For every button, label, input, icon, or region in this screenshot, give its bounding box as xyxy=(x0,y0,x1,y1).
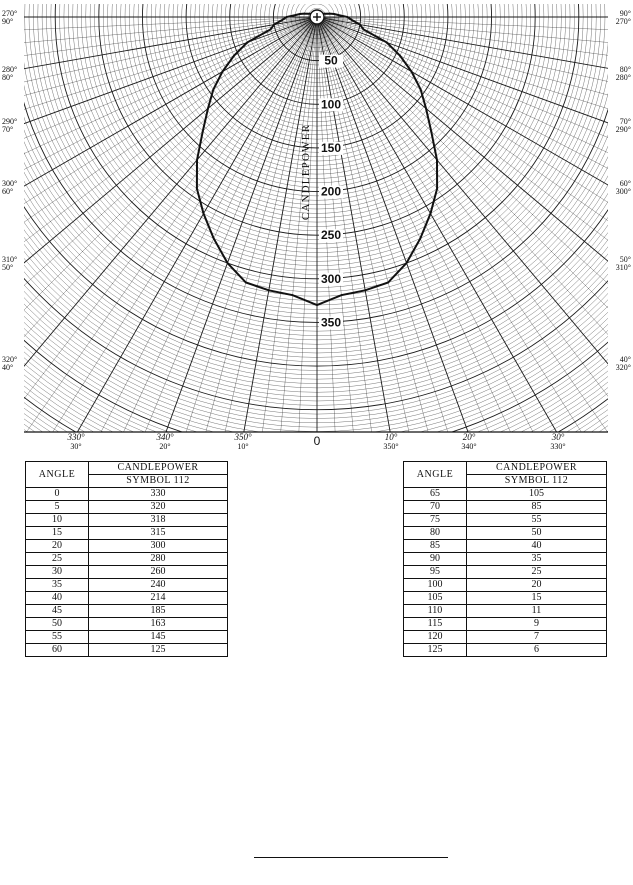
data-point xyxy=(213,238,215,240)
candlepower-cell: 20 xyxy=(467,579,607,592)
minor-spoke xyxy=(320,17,633,95)
candlepower-cell: 330 xyxy=(89,488,228,501)
candlepower-cell: 6 xyxy=(467,644,607,657)
data-point xyxy=(281,19,283,21)
table-row xyxy=(26,540,228,553)
table-row xyxy=(404,540,607,553)
angle-label-bottom: 60° xyxy=(2,187,14,196)
candlepower-cell: 125 xyxy=(89,644,228,657)
major-spoke xyxy=(0,19,314,456)
data-point xyxy=(364,289,366,291)
angle-label-top: 30° xyxy=(551,432,565,442)
angle-cell: 20 xyxy=(26,540,89,553)
table-row xyxy=(404,644,607,657)
angle-cell: 40 xyxy=(26,592,89,605)
candlepower-cell: 320 xyxy=(89,501,228,514)
angle-cell: 125 xyxy=(404,644,467,657)
data-point xyxy=(233,55,235,57)
angle-label-bottom: 340° xyxy=(461,442,477,451)
candlepower-cell: 11 xyxy=(467,605,607,618)
candlepower-cell: 7 xyxy=(467,631,607,644)
angle-label-bottom: 280° xyxy=(615,73,631,82)
angle-label-bottom: 40° xyxy=(2,363,14,372)
radial-tick-label: 250 xyxy=(320,228,342,243)
data-point xyxy=(333,13,335,15)
table-row xyxy=(404,605,607,618)
minor-spoke xyxy=(0,18,314,212)
major-spoke xyxy=(319,19,633,455)
angle-label-bottom: 20° xyxy=(159,442,171,451)
table-row xyxy=(26,579,228,592)
table-row xyxy=(404,631,607,644)
candlepower-cell: 315 xyxy=(89,527,228,540)
minor-ring xyxy=(0,0,633,432)
data-point xyxy=(286,16,288,18)
angle-cell: 75 xyxy=(404,514,467,527)
angle-cell: 120 xyxy=(404,631,467,644)
table-row xyxy=(404,579,607,592)
data-point xyxy=(387,282,389,284)
data-point xyxy=(340,294,342,296)
candlepower-cell: 145 xyxy=(89,631,228,644)
minor-spoke xyxy=(0,19,314,455)
angle-cell: 60 xyxy=(26,644,89,657)
angle-cell: 105 xyxy=(404,592,467,605)
data-point xyxy=(436,188,438,190)
radial-tick-label: 150 xyxy=(320,140,342,155)
candlepower-cell: 300 xyxy=(89,540,228,553)
minor-spoke xyxy=(319,19,633,455)
angle-labels xyxy=(2,9,631,451)
data-point xyxy=(316,304,318,306)
angle-cell: 0 xyxy=(26,488,89,501)
angle-cell: 115 xyxy=(404,618,467,631)
minor-ring xyxy=(0,0,633,353)
minor-ring xyxy=(0,0,633,340)
angle-label-top: 50° xyxy=(619,255,631,264)
angle-label-bottom: 300° xyxy=(615,187,631,196)
data-point xyxy=(203,213,205,215)
minor-spoke xyxy=(320,19,633,455)
major-spoke xyxy=(0,18,314,325)
table-row xyxy=(26,618,228,631)
candlepower-cell: 163 xyxy=(89,618,228,631)
candlepower-header: CANDLEPOWER xyxy=(89,462,228,475)
candlepower-cell: 260 xyxy=(89,566,228,579)
minor-spoke xyxy=(320,17,633,56)
data-point xyxy=(222,71,224,73)
angle-label-top: 280° xyxy=(2,65,18,74)
angle-label-bottom: 30° xyxy=(70,442,82,451)
candlepower-cell: 280 xyxy=(89,553,228,566)
angle-label-bottom: 80° xyxy=(2,73,14,82)
table-row xyxy=(404,553,607,566)
angle-label-top: 90° xyxy=(619,9,631,18)
data-point xyxy=(307,13,309,15)
data-point xyxy=(347,16,349,18)
minor-ring xyxy=(0,0,633,392)
angle-cell: 50 xyxy=(26,618,89,631)
data-point xyxy=(430,213,432,215)
candlepower-cell: 318 xyxy=(89,514,228,527)
major-spoke xyxy=(0,19,315,455)
table-row xyxy=(404,566,607,579)
major-spoke xyxy=(320,19,633,456)
minor-spoke xyxy=(0,20,316,455)
minor-spoke xyxy=(0,19,315,455)
candlepower-cell: 25 xyxy=(467,566,607,579)
angle-cell: 100 xyxy=(404,579,467,592)
table-row xyxy=(26,566,228,579)
data-point xyxy=(420,89,422,91)
angle-label-bottom: 10° xyxy=(237,442,249,451)
data-point xyxy=(436,159,438,161)
angle-label-top: 300° xyxy=(2,179,18,188)
minor-spoke xyxy=(0,20,316,455)
table-row xyxy=(26,631,228,644)
data-point xyxy=(406,262,408,264)
minor-spoke xyxy=(0,19,315,455)
angle-label-bottom: 350° xyxy=(383,442,399,451)
angle-cell: 45 xyxy=(26,605,89,618)
candlepower-cell: 50 xyxy=(467,527,607,540)
angle-cell: 90 xyxy=(404,553,467,566)
data-point xyxy=(325,13,327,15)
table-row xyxy=(404,618,607,631)
minor-ring xyxy=(0,0,633,362)
minor-ring xyxy=(0,0,633,418)
angle-label-top: 350° xyxy=(234,432,252,442)
data-point xyxy=(419,238,421,240)
table-row xyxy=(26,527,228,540)
angle-label-top: 40° xyxy=(619,355,631,364)
data-point xyxy=(196,188,198,190)
radial-tick-label: 100 xyxy=(320,97,342,112)
data-point xyxy=(430,130,432,132)
minor-spoke xyxy=(320,18,633,361)
candlepower-cell: 185 xyxy=(89,605,228,618)
candlepower-table-left xyxy=(25,461,228,657)
data-point xyxy=(411,71,413,73)
minor-spoke xyxy=(318,20,633,455)
angle-label-top: 20° xyxy=(462,432,476,442)
candlepower-cell: 105 xyxy=(467,488,607,501)
data-point xyxy=(359,24,361,26)
angle-cell: 65 xyxy=(404,488,467,501)
angle-header: ANGLE xyxy=(26,462,89,488)
table-row xyxy=(404,514,607,527)
data-point xyxy=(294,14,296,16)
table-row xyxy=(404,501,607,514)
angle-cell: 85 xyxy=(404,540,467,553)
angle-label-top: 310° xyxy=(2,255,18,264)
minor-spoke xyxy=(0,17,314,95)
radial-tick-label: 200 xyxy=(320,184,342,199)
angle-cell: 25 xyxy=(26,553,89,566)
table-row xyxy=(26,592,228,605)
angle-label-bottom: 70° xyxy=(2,125,14,134)
data-point xyxy=(329,13,331,15)
radial-tick-label: 350 xyxy=(320,315,342,330)
angle-label-top: 70° xyxy=(619,117,631,126)
angle-label-zero: 0 xyxy=(313,434,321,448)
data-point xyxy=(245,282,247,284)
data-point xyxy=(268,289,270,291)
minor-spoke xyxy=(318,20,633,455)
data-point xyxy=(273,24,275,26)
minor-spoke xyxy=(0,19,315,455)
candlepower-cell: 35 xyxy=(467,553,607,566)
radial-tick-label: 50 xyxy=(324,53,338,68)
angle-cell: 5 xyxy=(26,501,89,514)
table-row xyxy=(26,488,228,501)
angle-cell: 35 xyxy=(26,579,89,592)
symbol-header: SYMBOL 112 xyxy=(467,475,607,488)
table-row xyxy=(26,553,228,566)
candlepower-cell: 214 xyxy=(89,592,228,605)
table-row xyxy=(404,488,607,501)
angle-cell: 70 xyxy=(404,501,467,514)
data-point xyxy=(299,13,301,15)
angle-label-top: 80° xyxy=(619,65,631,74)
major-ring xyxy=(0,0,633,410)
minor-spoke xyxy=(319,19,633,455)
data-point xyxy=(362,29,364,31)
minor-spoke xyxy=(0,19,315,455)
angle-cell: 30 xyxy=(26,566,89,579)
major-ring xyxy=(0,0,633,366)
angle-cell: 95 xyxy=(404,566,467,579)
symbol-header: SYMBOL 112 xyxy=(89,475,228,488)
angle-cell: 10 xyxy=(26,514,89,527)
data-point xyxy=(212,89,214,91)
data-point xyxy=(351,19,353,21)
angle-label-top: 60° xyxy=(619,179,631,188)
data-point xyxy=(292,294,294,296)
data-point xyxy=(338,14,340,16)
candlepower-table-right xyxy=(403,461,607,657)
minor-ring xyxy=(0,0,633,336)
angle-label-top: 340° xyxy=(156,432,174,442)
minor-spoke xyxy=(0,19,315,455)
angle-label-bottom: 310° xyxy=(615,263,631,272)
angle-label-bottom: 90° xyxy=(2,17,14,26)
angle-label-bottom: 270° xyxy=(615,17,631,26)
candlepower-cell: 85 xyxy=(467,501,607,514)
table-row xyxy=(26,514,228,527)
candlepower-header: CANDLEPOWER xyxy=(467,462,607,475)
candlepower-cell: 40 xyxy=(467,540,607,553)
candlepower-cell: 240 xyxy=(89,579,228,592)
angle-label-top: 320° xyxy=(2,355,18,364)
table-row xyxy=(26,605,228,618)
data-point xyxy=(399,55,401,57)
angle-label-bottom: 50° xyxy=(2,263,14,272)
radial-tick-label: 300 xyxy=(320,271,342,286)
footer-rule xyxy=(254,857,448,858)
radial-axis-label: CANDLEPOWER xyxy=(300,123,312,221)
angle-label-bottom: 320° xyxy=(615,363,631,372)
angle-label-bottom: 290° xyxy=(615,125,631,134)
angle-label-top: 270° xyxy=(2,9,18,18)
data-point xyxy=(425,108,427,110)
data-point xyxy=(227,262,229,264)
data-point xyxy=(246,41,248,43)
data-point xyxy=(270,29,272,31)
table-row xyxy=(404,527,607,540)
angle-cell: 80 xyxy=(404,527,467,540)
angle-label-top: 290° xyxy=(2,117,18,126)
data-point xyxy=(207,108,209,110)
data-point xyxy=(303,13,305,15)
minor-spoke xyxy=(320,18,633,250)
minor-spoke xyxy=(319,19,633,455)
angle-label-top: 10° xyxy=(384,432,398,442)
table-row xyxy=(26,501,228,514)
data-point xyxy=(202,130,204,132)
angle-cell: 15 xyxy=(26,527,89,540)
minor-ring xyxy=(0,0,633,388)
angle-label-bottom: 330° xyxy=(550,442,566,451)
angle-cell: 55 xyxy=(26,631,89,644)
candlepower-cell: 55 xyxy=(467,514,607,527)
candlepower-cell: 15 xyxy=(467,592,607,605)
minor-ring xyxy=(0,0,633,397)
minor-spoke xyxy=(318,20,633,455)
angle-cell: 110 xyxy=(404,605,467,618)
angle-label-top: 330° xyxy=(67,432,85,442)
table-row xyxy=(26,644,228,657)
data-point xyxy=(196,159,198,161)
data-point xyxy=(386,41,388,43)
major-spoke xyxy=(319,20,633,455)
angle-header: ANGLE xyxy=(404,462,467,488)
table-row xyxy=(404,592,607,605)
candlepower-cell: 9 xyxy=(467,618,607,631)
